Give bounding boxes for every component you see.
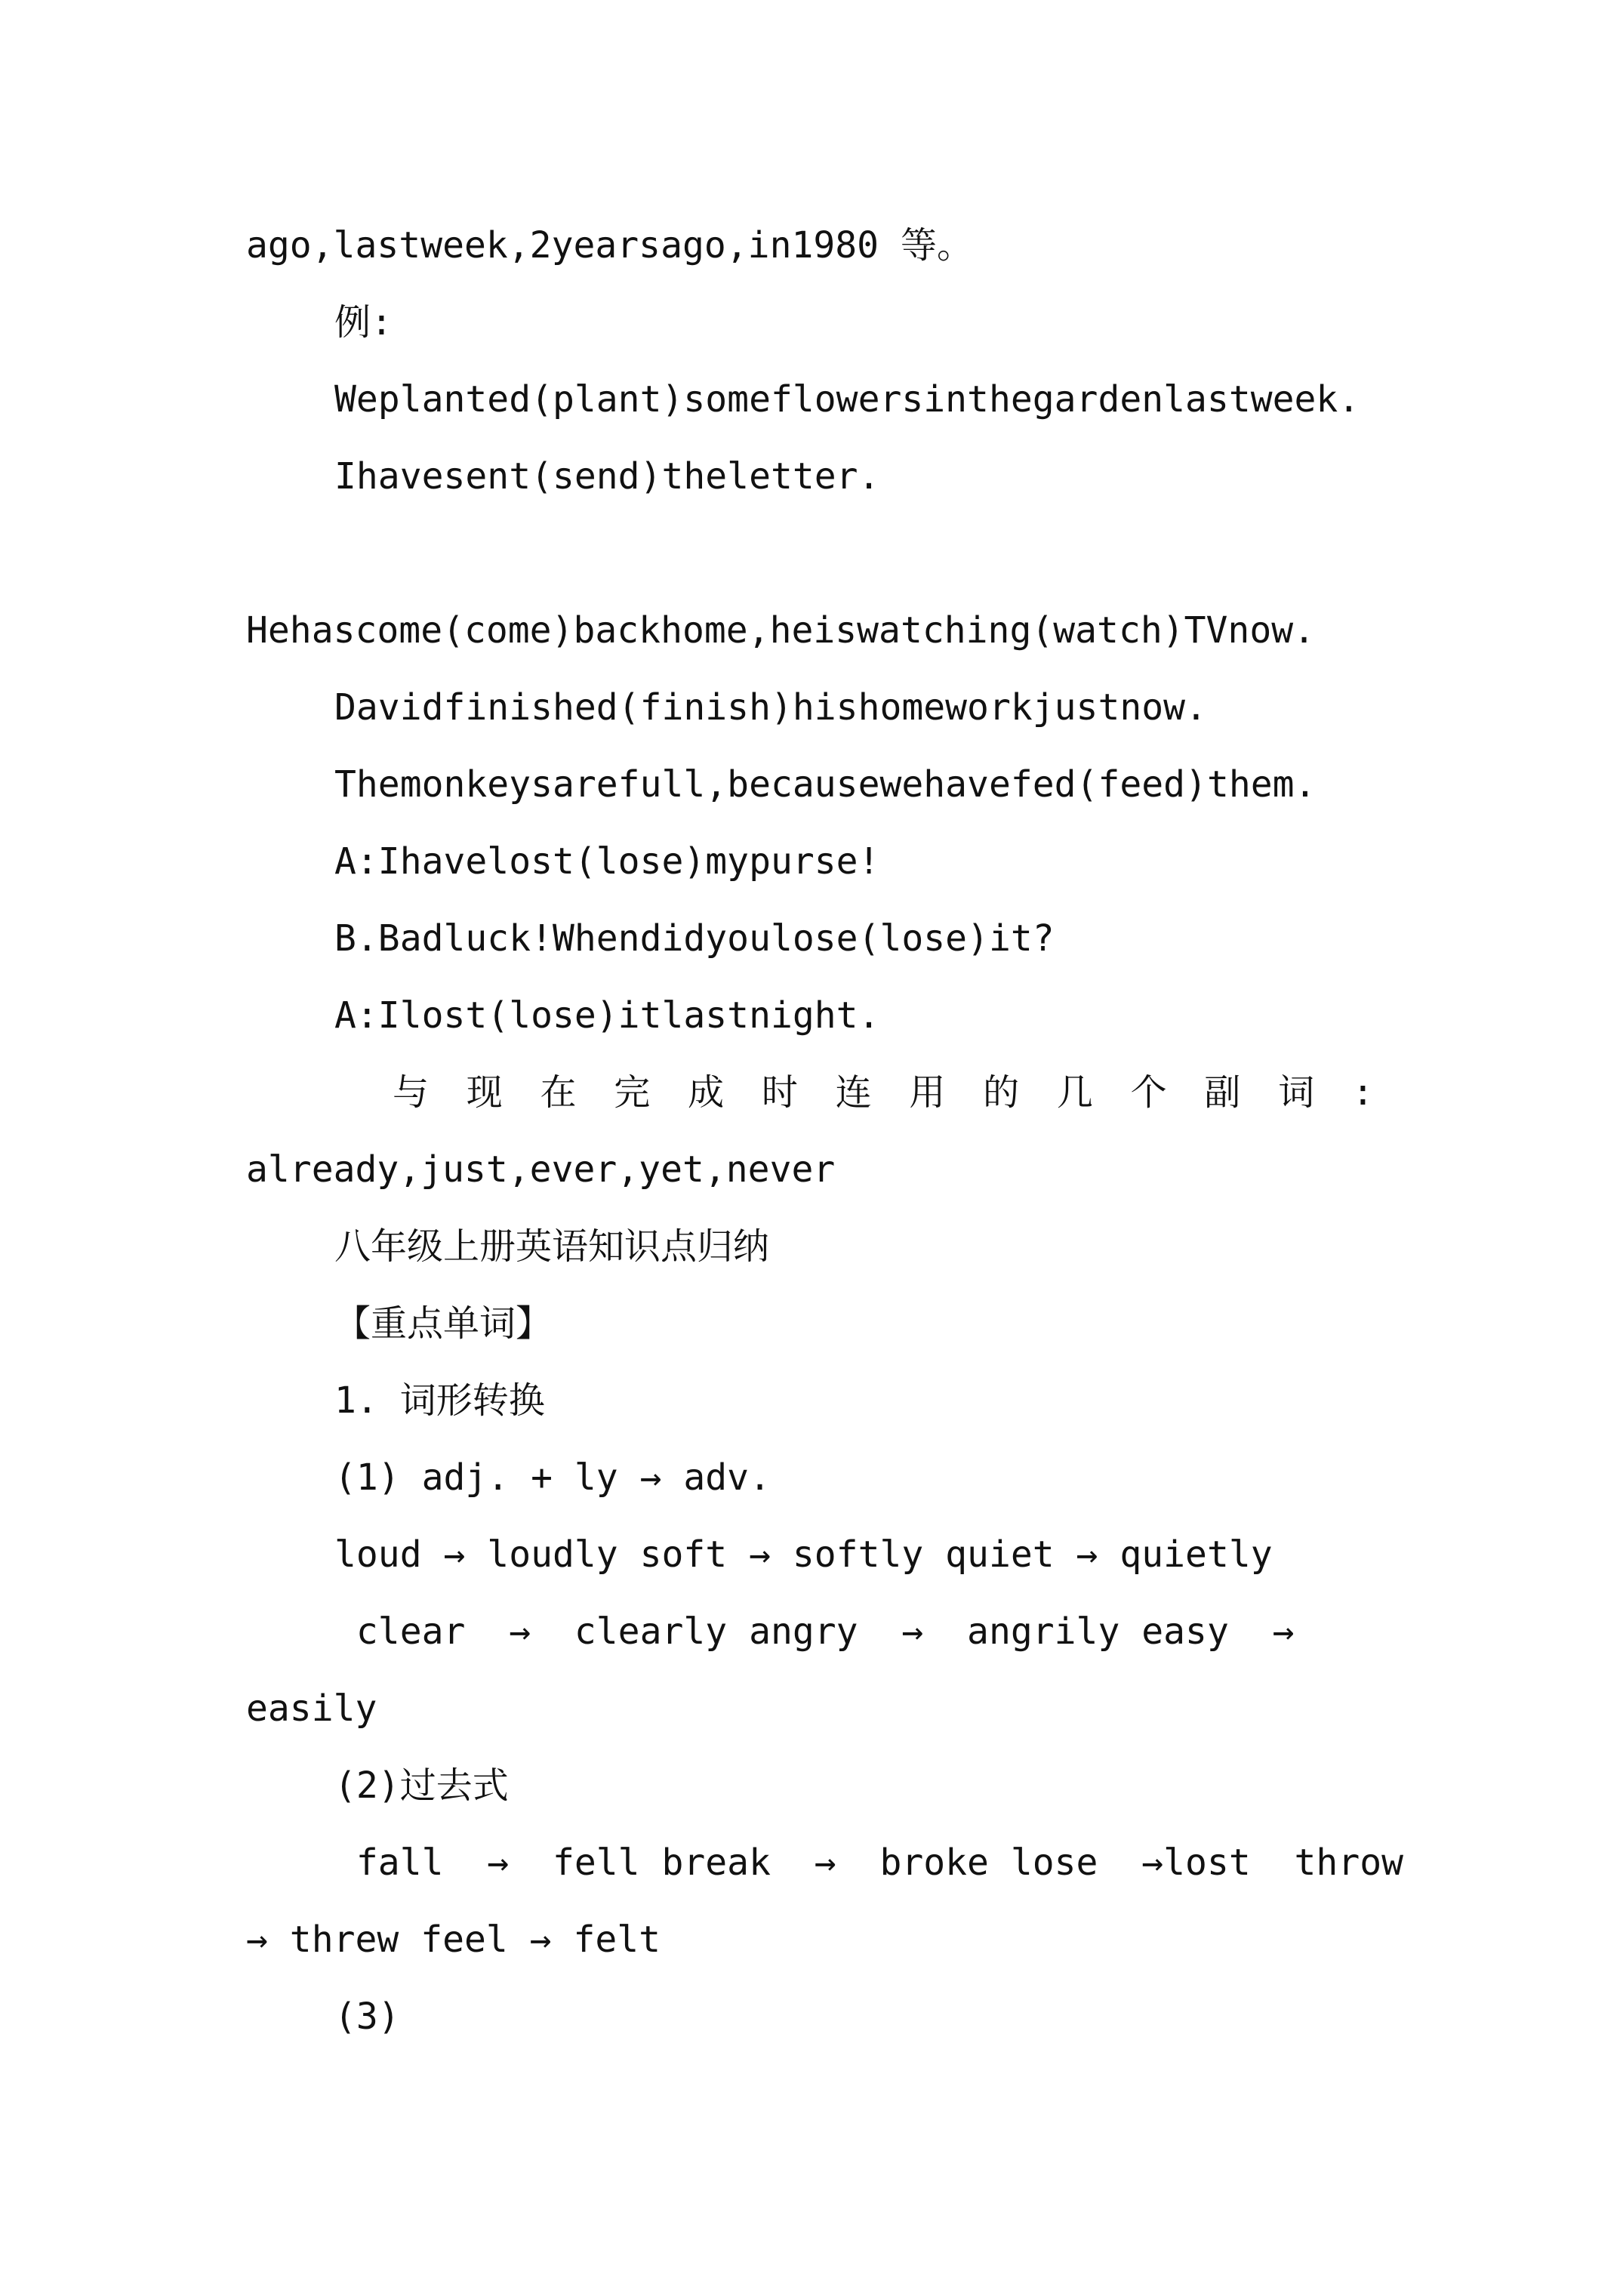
text-line: Themonkeysarefull,becausewehavefed(feed)them. (334, 763, 1317, 806)
text-line: already,just,ever,yet,never (246, 1148, 836, 1191)
text-line: B.Badluck!Whendidyoulose(lose)it? (334, 917, 1055, 960)
text-line: Weplanted(plant)someflowersinthegardenlastweek. (334, 378, 1360, 421)
subsection-title: 【重点单词】 (334, 1302, 553, 1345)
text-line: (3) (334, 1996, 400, 2038)
justified-char: 用 (909, 1071, 946, 1114)
text-line: A:Ihavelost(lose)mypurse! (334, 840, 880, 883)
justified-char: 连 (835, 1071, 872, 1114)
text-line: → threw feel → felt (246, 1918, 661, 1961)
text-line: Davidfinished(finish)hishomeworkjustnow. (334, 686, 1207, 729)
justified-char: 与 (393, 1071, 430, 1114)
text-line: 例: (334, 301, 393, 344)
text-line: A:Ilost(lose)itlastnight. (334, 994, 880, 1037)
justified-char: 词 (1278, 1071, 1315, 1114)
text-line: (1) adj. + ly → adv. (334, 1456, 771, 1499)
justified-char: 时 (761, 1071, 798, 1114)
text-line: loud → loudly soft → softly quiet → quietly (334, 1533, 1273, 1576)
text-line: 1. 词形转换 (334, 1379, 545, 1422)
text-line: clear → clearly angry → angrily easy → (334, 1610, 1295, 1653)
justified-char: 的 (983, 1071, 1020, 1114)
section-title: 八年级上册英语知识点归纳 (334, 1225, 770, 1268)
text-line: fall → fell break → broke lose →lost throw (334, 1841, 1404, 1884)
justified-char: 个 (1130, 1071, 1167, 1114)
justified-char: 现 (466, 1071, 503, 1114)
text-line: easily (246, 1687, 377, 1730)
justified-heading-line (393, 1070, 1374, 1115)
text-line: (2)过去式 (334, 1764, 509, 1807)
text-line: Ihavesent(send)theletter. (334, 455, 880, 498)
justified-char: 在 (540, 1071, 577, 1114)
justified-char: 成 (688, 1071, 725, 1114)
text-line: Hehascome(come)backhome,heiswatching(watch)TVnow. (246, 609, 1316, 652)
justified-char: : (1351, 1071, 1374, 1114)
justified-char: 几 (1056, 1071, 1093, 1114)
text-line: ago,lastweek,2yearsago,in1980 等。 (246, 224, 973, 267)
justified-char: 副 (1204, 1071, 1241, 1114)
justified-char: 完 (614, 1071, 651, 1114)
